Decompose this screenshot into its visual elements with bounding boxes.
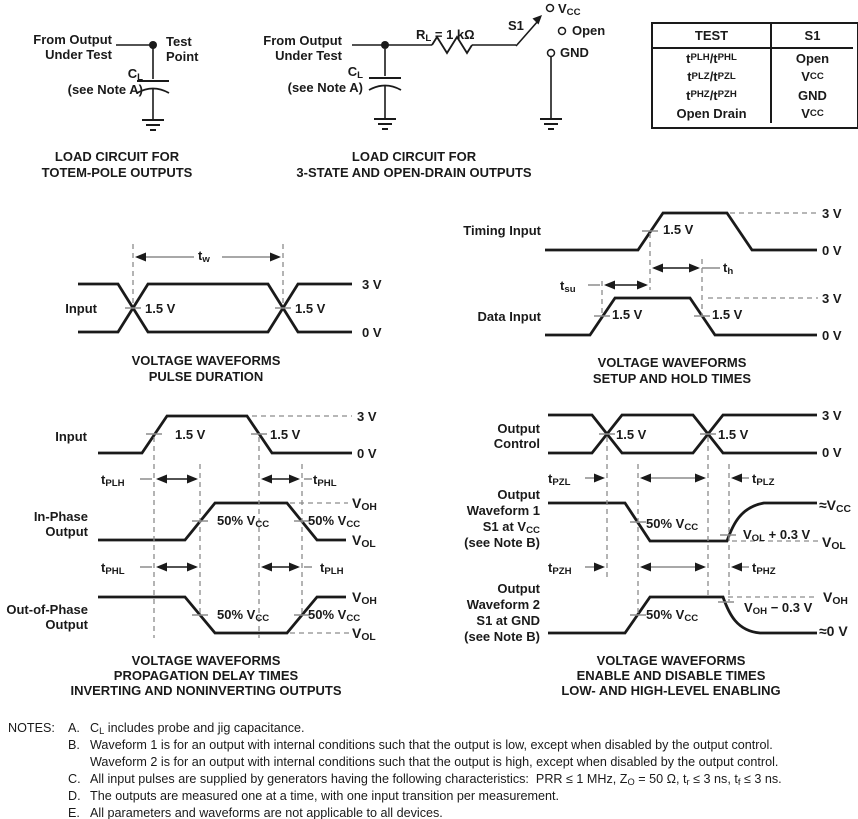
vol-label: $V_{OL}$: [822, 534, 846, 553]
level-low-label: 0 V: [362, 325, 382, 340]
note-letter: A.: [68, 721, 80, 735]
vref-label: 1.5 V: [663, 222, 694, 237]
table-cell-s1: GND: [798, 87, 827, 103]
level-high-label: 3 V: [362, 277, 382, 292]
table-cell-test: t PHZ /t PZH: [653, 86, 772, 105]
level-low-label: 0 V: [357, 446, 377, 461]
vref-label: 1.5 V: [616, 427, 647, 442]
vref-label: 1.5 V: [145, 301, 176, 316]
vref-label: 1.5 V: [712, 307, 743, 322]
notes-title: NOTES:: [8, 721, 55, 735]
tplh-label: $t_{PLH}$: [101, 472, 125, 489]
table-cell-s1: V CC: [801, 69, 824, 85]
ground-icon: [142, 120, 164, 130]
note-letter: C.: [68, 772, 81, 786]
th-label: $t_h$: [723, 260, 734, 277]
s1-switch-label: S1: [508, 18, 524, 33]
level-low-label: 0 V: [822, 328, 842, 343]
voh-minus-label: $V_{OH} - 0.3$ V: [744, 600, 813, 617]
note-text: All parameters and waveforms are not applicable to all devices.: [90, 806, 443, 819]
test-point-label: Test Point: [166, 34, 199, 64]
three-state-circuit-drawing: [352, 5, 566, 130]
vref-label: 1.5 V: [295, 301, 326, 316]
vol-label: $V_{OL}$: [352, 625, 376, 644]
tphz-label: $t_{PHZ}$: [752, 560, 776, 577]
voh-label: $V_{OH}$: [823, 589, 848, 608]
prop-delay-caption: VOLTAGE WAVEFORMS PROPAGATION DELAY TIMES INVERTING AND NONINVERTING OUTPUTS: [70, 653, 342, 698]
fifty-vcc-label: 50% $V_{CC}$: [646, 607, 699, 624]
vref-label: 1.5 V: [175, 427, 206, 442]
table-cell-test: t PLH /t PHL: [653, 49, 772, 68]
table-cell-s1: Open: [795, 50, 830, 66]
pulse-caption: VOLTAGE WAVEFORMS PULSE DURATION: [131, 353, 281, 384]
tphl-label: $t_{PHL}$: [313, 472, 337, 489]
tplh-label: $t_{PLH}$: [320, 560, 344, 577]
fifty-vcc-label: 50% $V_{CC}$: [217, 513, 270, 530]
level-high-label: 3 V: [822, 206, 842, 221]
data-input-label: Data Input: [477, 309, 541, 324]
level-low-label: 0 V: [822, 445, 842, 460]
approx-zero-label: ≈0 V: [819, 623, 848, 639]
fifty-vcc-label: 50% $V_{CC}$: [646, 516, 699, 533]
note-text: All input pulses are supplied by generators having the following characteristics: PRR ≤ 1 MHz, $Z_O = 50$ Ω, $t_r \le 3$ ns, $t_f \le 3$ ns.: [90, 772, 782, 787]
switch-gnd-label: GND: [560, 45, 589, 60]
vol-plus-label: $V_{OL} + 0.3$ V: [743, 527, 811, 544]
three-state-cl-label: $C_L$ (see Note A): [287, 64, 363, 95]
voh-label: $V_{OH}$: [352, 495, 377, 514]
tw-label: $t_w$: [198, 248, 210, 265]
vref-label: 1.5 V: [612, 307, 643, 322]
tsu-label: $t_{su}$: [560, 278, 576, 295]
switch-open-label: Open: [572, 23, 606, 38]
level-high-label: 3 V: [357, 409, 377, 424]
inphase-output-label: In-Phase Output: [33, 509, 88, 539]
totem-source-label: From Output Under Test: [33, 32, 112, 62]
tpzh-label: $t_{PZH}$: [548, 560, 572, 577]
node-dot: [381, 41, 389, 49]
ground-icon: [374, 119, 396, 129]
table-cell-test: t PLZ /t PZL: [653, 68, 772, 87]
tplz-label: $t_{PLZ}$: [752, 471, 775, 488]
table-cell-test: Open Drain: [653, 105, 772, 124]
table-header-s1: S1: [772, 24, 853, 49]
vref-label: 1.5 V: [718, 427, 749, 442]
totem-caption: LOAD CIRCUIT FOR TOTEM-POLE OUTPUTS: [41, 149, 193, 180]
fifty-vcc-label: 50% $V_{CC}$: [217, 607, 270, 624]
tpzl-label: $t_{PZL}$: [548, 471, 571, 488]
level-high-label: 3 V: [822, 291, 842, 306]
switch-vcc-label: $V_{CC}$: [558, 1, 581, 18]
setup-hold-caption: VOLTAGE WAVEFORMS SETUP AND HOLD TIMES: [592, 355, 752, 386]
ground-icon: [540, 119, 562, 129]
note-text: $C_L$ includes probe and jig capacitance.: [90, 721, 305, 736]
timing-input-label: Timing Input: [463, 223, 541, 238]
level-high-label: 3 V: [822, 408, 842, 423]
three-state-source-label: From Output Under Test: [263, 33, 342, 63]
rl-value-label: $R_L = 1$ kΩ: [416, 27, 475, 44]
vref-label: 1.5 V: [270, 427, 301, 442]
voh-label: $V_{OH}$: [352, 589, 377, 608]
totem-cl-label: $C_L$ (see Note A): [67, 66, 143, 97]
enable-disable-caption: VOLTAGE WAVEFORMS ENABLE AND DISABLE TIMES LOW- AND HIGH-LEVEL ENABLING: [561, 653, 781, 698]
pulse-input-label: Input: [65, 301, 97, 316]
note-letter: B.: [68, 738, 80, 752]
waveform2-label: Output Waveform 2 S1 at GND (see Note B): [464, 581, 540, 644]
tphl-label: $t_{PHL}$: [101, 560, 125, 577]
approx-vcc-label: $\approx V_{CC}$: [819, 497, 851, 516]
note-letter: D.: [68, 789, 81, 803]
level-low-label: 0 V: [822, 243, 842, 258]
table-header-test: TEST: [653, 24, 772, 49]
note-text: Waveform 1 is for an output with internal conditions such that the output is low, except when disabled by the output control.: [90, 738, 773, 752]
prop-input-label: Input: [55, 429, 87, 444]
s1-routing-table: [651, 22, 858, 129]
output-control-label: Output Control: [493, 421, 540, 451]
pulse-duration-waveform-drawing: [78, 244, 352, 332]
outphase-output-label: Out-of-Phase Output: [6, 602, 88, 632]
note-letter: E.: [68, 806, 80, 819]
note-text: Waveform 2 is for an output with internal conditions such that the output is high, except when disabled by the output control.: [90, 755, 779, 769]
note-text: The outputs are measured one at a time, with one input transition per measurement.: [90, 789, 560, 803]
fifty-vcc-label: 50% $V_{CC}$: [308, 607, 361, 624]
vol-label: $V_{OL}$: [352, 532, 376, 551]
three-state-caption: LOAD CIRCUIT FOR 3-STATE AND OPEN-DRAIN OUTPUTS: [296, 149, 532, 180]
waveform1-label: Output Waveform 1 S1 at $V_{CC}$ (see Note B): [464, 487, 540, 550]
fifty-vcc-label: 50% $V_{CC}$: [308, 513, 361, 530]
table-cell-s1: V CC: [801, 106, 824, 122]
